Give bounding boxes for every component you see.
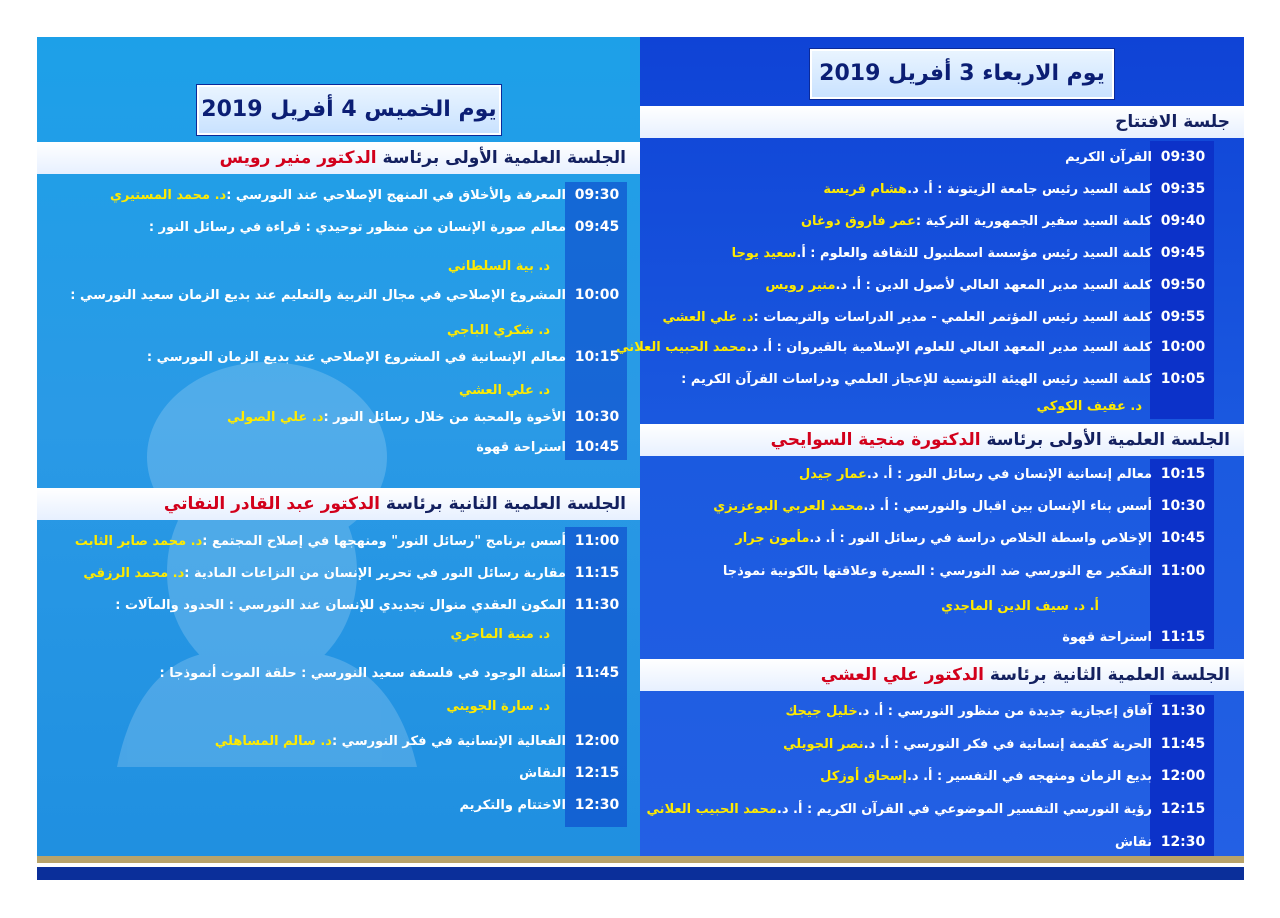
row-time: 09:45 <box>574 219 620 235</box>
row-time: 11:45 <box>574 665 620 681</box>
row-speaker: هشام قريسة <box>823 182 908 197</box>
footer-gold-stripe <box>37 856 1244 863</box>
right-panel-wednesday <box>616 37 1244 880</box>
row-time: 12:15 <box>574 765 620 781</box>
program-row <box>662 309 1214 325</box>
session-header-wednesday-1 <box>640 424 1244 456</box>
row-time: 09:45 <box>1160 245 1206 261</box>
row-speaker: عمر فاروق دوغان <box>800 214 916 229</box>
program-row <box>732 245 1214 261</box>
session-title: الجلسة العلمية الأولى برئاسة <box>376 148 626 168</box>
row-title: كلمة السيد سفير الجمهورية التركية : <box>915 214 1152 229</box>
row-title: كلمة السيد رئيس مؤسسة اسطنبول للثقافة والعلوم : أ. <box>796 246 1152 261</box>
row-title: القرآن الكريم <box>1065 150 1152 165</box>
row-time: 11:15 <box>1160 629 1206 645</box>
program-row <box>799 466 1214 482</box>
program-row <box>519 765 628 781</box>
program-row <box>110 187 628 203</box>
row-title: المعرفة والأخلاق في المنهج الإصلاحي عند النورسي : <box>226 188 566 203</box>
row-title: الاختتام والتكريم <box>459 798 566 813</box>
program-row <box>1062 629 1214 645</box>
row-speaker: د. علي الصولي <box>227 410 324 425</box>
session-title: الجلسة العلمية الأولى برئاسة <box>980 430 1230 450</box>
program-row <box>785 703 1214 719</box>
program-row <box>616 339 1214 355</box>
row-time: 11:30 <box>574 597 620 613</box>
row-speaker-continuation: د. منية الماجري <box>450 627 550 642</box>
row-speaker-continuation: د. عفيف الكوكي <box>1036 399 1142 414</box>
row-speaker-continuation: د. بية السلطاني <box>447 259 550 274</box>
row-title: الفعالية الإنسانية في فكر النورسي : <box>331 734 566 749</box>
row-speaker: عمار جيدل <box>798 467 867 482</box>
row-title: آفاق إعجازية جديدة من منظور النورسي : أ. د. <box>857 704 1152 719</box>
program-row <box>459 797 628 813</box>
session-header-thursday-1 <box>37 142 640 174</box>
row-time: 09:30 <box>1160 149 1206 165</box>
row-time: 10:00 <box>574 287 620 303</box>
row-time: 10:30 <box>1160 498 1206 514</box>
left-panel-thursday <box>37 37 640 880</box>
row-time: 09:35 <box>1160 181 1206 197</box>
session-header-thursday-2 <box>37 488 640 520</box>
row-time: 10:30 <box>574 409 620 425</box>
row-time: 11:15 <box>574 565 620 581</box>
row-time: 12:30 <box>1160 834 1206 850</box>
program-row <box>75 533 628 549</box>
row-speaker: د. علي العشي <box>662 310 754 325</box>
row-time: 10:15 <box>574 349 620 365</box>
session-title: الجلسة العلمية الثانية برئاسة <box>984 665 1230 685</box>
row-title: كلمة السيد مدير المعهد العالي للعلوم الإسلامية بالقيروان : أ. د. <box>746 340 1152 355</box>
row-time: 10:05 <box>1160 371 1206 387</box>
program-row <box>227 409 628 425</box>
row-time: 09:40 <box>1160 213 1206 229</box>
program-row <box>83 565 628 581</box>
row-time: 12:00 <box>574 733 620 749</box>
program-row <box>149 219 628 235</box>
program-row <box>1115 834 1214 850</box>
portrait-silhouette-icon <box>97 337 427 767</box>
row-speaker: محمد العربي البوعزيزي <box>713 499 864 514</box>
row-title: الأخوة والمحبة من خلال رسائل النور : <box>323 410 566 425</box>
row-time: 11:00 <box>1160 563 1206 579</box>
row-title: معالم صورة الإنسان من منظور توحيدي : قراءة في رسائل النور : <box>148 220 566 235</box>
session-title: الجلسة العلمية الثانية برئاسة <box>380 494 626 514</box>
program-row <box>70 287 628 303</box>
row-title: التفكير مع النورسي ضد النورسي : السيرة وعلاقتها بالكونية نموذجا <box>722 564 1152 579</box>
row-time: 09:55 <box>1160 309 1206 325</box>
row-speaker: نصر الجويلي <box>783 737 864 752</box>
row-title: كلمة السيد رئيس المؤتمر العلمي - مدير الدراسات والتربصات : <box>753 310 1152 325</box>
row-speaker: د. سالم المساهلي <box>214 734 332 749</box>
program-row <box>820 768 1214 784</box>
row-time: 11:00 <box>574 533 620 549</box>
row-title: أسس بناء الإنسان بين اقبال والنورسي : أ. د. <box>863 499 1152 514</box>
session-header-opening <box>640 106 1244 138</box>
row-time: 12:15 <box>1160 801 1206 817</box>
row-time: 11:30 <box>1160 703 1206 719</box>
row-speaker: د. محمد صابر الثابت <box>74 534 203 549</box>
row-speaker: سعيد يوجا <box>731 246 797 261</box>
row-title: المشروع الإصلاحي في مجال التربية والتعليم عند بديع الزمان سعيد النورسي : <box>70 288 566 303</box>
footer-blue-stripe <box>37 867 1244 880</box>
row-title: أسس برنامج "رسائل النور" ومنهجها في إصلاح المجتمع : <box>202 534 566 549</box>
session-header-wednesday-2 <box>640 659 1244 691</box>
row-time: 12:00 <box>1160 768 1206 784</box>
program-row <box>160 665 629 681</box>
row-time: 10:45 <box>574 439 620 455</box>
row-speaker: محمد الحبيب العلاني <box>616 340 747 355</box>
row-title: بديع الزمان ومنهجه في التفسير : أ. د. <box>906 769 1152 784</box>
row-speaker: منير رويس <box>765 278 836 293</box>
row-title: معالم الإنسانية في المشروع الإصلاحي عند بديع الزمان النورسي : <box>146 350 566 365</box>
row-time: 10:45 <box>1160 530 1206 546</box>
session-chair: الدكتور منير رويس <box>219 148 377 168</box>
program-row <box>215 733 628 749</box>
row-title: الإخلاص واسطة الخلاص دراسة في رسائل النور : أ. د. <box>809 531 1152 546</box>
row-time: 10:00 <box>1160 339 1206 355</box>
program-row <box>1065 149 1214 165</box>
row-speaker: إسحاق أوزكل <box>820 769 907 784</box>
row-time: 09:30 <box>574 187 620 203</box>
program-row <box>823 181 1214 197</box>
row-title: كلمة السيد رئيس جامعة الزيتونة : أ. د. <box>907 182 1152 197</box>
program-row <box>723 563 1214 579</box>
program-row <box>801 213 1214 229</box>
program-row <box>115 597 628 613</box>
row-speaker-continuation: د. سارة الجويني <box>446 699 550 714</box>
row-speaker: د. محمد الرزقي <box>83 566 185 581</box>
row-title: أسئلة الوجود في فلسفة سعيد النورسي : حلقة الموت أنموذجا : <box>159 666 566 681</box>
row-speaker-continuation: د. شكري الباجي <box>446 323 550 338</box>
row-title: رؤية النورسي التفسير الموضوعي في القرآن الكريم : أ. د. <box>776 802 1152 817</box>
row-speaker: د. محمد المستيري <box>109 188 227 203</box>
row-title: نقاش <box>1114 835 1152 850</box>
row-speaker-continuation: د. علي العشي <box>458 383 550 398</box>
session-title: جلسة الافتتاح <box>1115 112 1230 132</box>
row-title: مقاربة رسائل النور في تحرير الإنسان من النزاعات المادية : <box>184 566 566 581</box>
row-title: معالم إنسانية الإنسان في رسائل النور : أ. د. <box>866 467 1152 482</box>
program-row <box>765 277 1214 293</box>
row-speaker: محمد الحبيب العلاني <box>646 802 777 817</box>
program-row <box>147 349 628 365</box>
row-time: 12:30 <box>574 797 620 813</box>
session-chair: الدكتور علي العشي <box>820 665 984 685</box>
day-title-thursday: يوم الخميس 4 أفريل 2019 <box>197 85 501 135</box>
row-time: 09:50 <box>1160 277 1206 293</box>
program-row <box>681 371 1214 387</box>
time-column <box>1150 459 1214 649</box>
program-row <box>783 736 1214 752</box>
program-row <box>476 439 628 455</box>
session-chair: الدكتور عبد القادر النفاتي <box>163 494 380 514</box>
row-title: كلمة السيد مدير المعهد العالي لأصول الدين : أ. د. <box>835 278 1152 293</box>
row-speaker: مأمون جرار <box>735 531 810 546</box>
row-title: النقاش <box>519 766 566 781</box>
row-time: 11:45 <box>1160 736 1206 752</box>
row-speaker: خليل جيجك <box>785 704 858 719</box>
program-row <box>735 530 1214 546</box>
row-title: الحرية كقيمة إنسانية في فكر النورسي : أ. د. <box>863 737 1152 752</box>
row-time: 10:15 <box>1160 466 1206 482</box>
row-title: استراحة قهوة <box>1062 630 1152 645</box>
session-chair: الدكتورة منجية السوايحي <box>770 430 981 450</box>
program-row <box>713 498 1214 514</box>
row-speaker-continuation: أ. د. سيف الدين الماجدي <box>941 599 1099 614</box>
row-title: المكون العقدي منوال تجديدي للإنسان عند النورسي : الحدود والمآلات : <box>115 598 566 613</box>
row-title: كلمة السيد رئيس الهيئة التونسية للإعجاز العلمي ودراسات القرآن الكريم : <box>681 372 1152 387</box>
program-row <box>647 801 1214 817</box>
day-title-wednesday: يوم الاربعاء 3 أفريل 2019 <box>810 49 1114 99</box>
row-title: استراحة قهوة <box>476 440 566 455</box>
